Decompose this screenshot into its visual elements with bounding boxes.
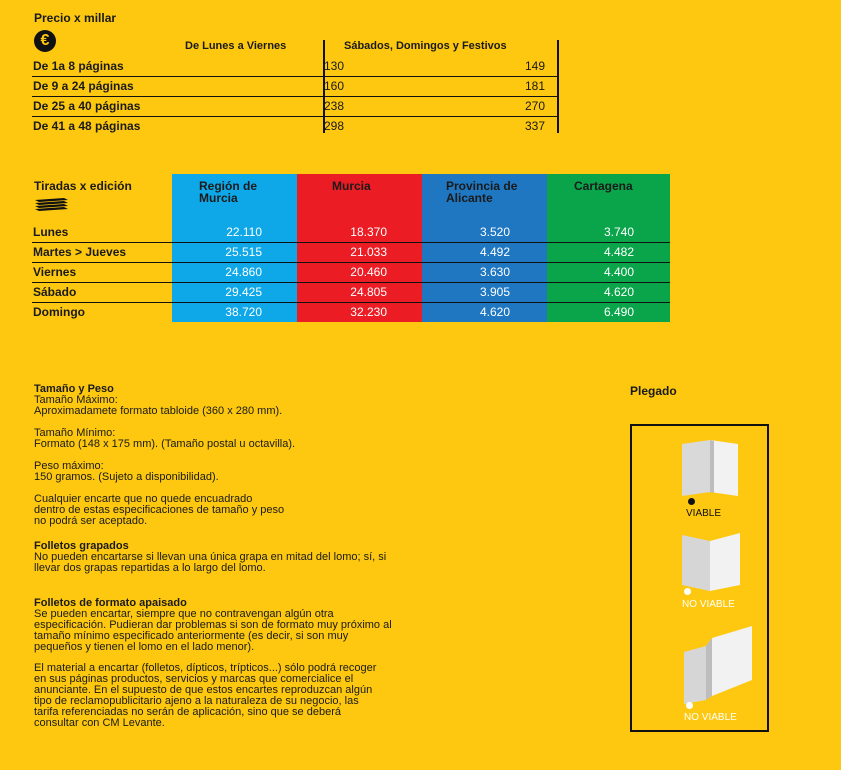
fold-label: VIABLE	[686, 508, 722, 519]
tiradas-cell: 21.033	[350, 245, 387, 259]
grapados-heading: Folletos grapados	[34, 540, 129, 552]
apaisado-text: tamaño mínimo especificado anteriormente (es decir, si son muy	[34, 630, 349, 642]
tiradas-cell: 18.370	[350, 225, 387, 239]
euro-icon: €	[34, 30, 56, 52]
viable-dot	[688, 498, 695, 505]
tamano-note: no podrá ser aceptado.	[34, 515, 148, 527]
fold-not-viable-icon	[680, 624, 770, 704]
plegado-title: Plegado	[630, 384, 677, 398]
tiradas-cell: 3.520	[479, 225, 510, 239]
tamano-heading: Tamaño y Peso	[34, 383, 114, 395]
tiradas-cell: 38.720	[225, 305, 262, 319]
precio-row-weekday: 160	[323, 79, 344, 93]
precio-row-weekday: 238	[323, 99, 344, 113]
tiradas-cell: 4.492	[479, 245, 510, 259]
tiradas-row	[32, 282, 670, 303]
tiradas-row-label: Domingo	[33, 305, 85, 319]
tiradas-cell: 25.515	[225, 245, 262, 259]
apaisado-section	[34, 598, 574, 653]
column-header: Provincia de Alicante	[446, 179, 518, 205]
peso-label: Peso máximo:	[34, 460, 104, 472]
apaisado-text: pequeños y tienen el lomo en el lado menor).	[34, 641, 255, 653]
precio-row-label: De 25 a 40 páginas	[33, 99, 141, 113]
material-text: consultar con CM Levante.	[34, 717, 165, 729]
material-text: anunciante. En el supuesto de que estos encartes reproduzcan algún	[34, 684, 373, 696]
tamano-min-value: Formato (148 x 175 mm). (Tamaño postal u octavilla).	[34, 438, 296, 450]
tiradas-row-label: Sábado	[33, 285, 77, 299]
tiradas-cell: 3.740	[603, 225, 634, 239]
fold-viable-icon	[680, 438, 770, 498]
tiradas-row	[32, 222, 670, 243]
precio-row-label: De 1a 8 páginas	[33, 59, 124, 73]
column-header: Murcia	[332, 179, 371, 193]
not-viable-dot	[684, 588, 691, 595]
precio-col-weekday: De Lunes a Viernes	[185, 40, 287, 52]
grapados-text: No pueden encartarse si llevan una única grapa en mitad del lomo; sí, si	[34, 551, 387, 563]
tiradas-row-label: Viernes	[33, 265, 77, 279]
tiradas-cell: 3.630	[479, 265, 510, 279]
precio-row	[32, 116, 558, 136]
tiradas-row	[32, 262, 670, 283]
precio-row-weekday: 130	[323, 59, 344, 73]
not-viable-dot	[686, 702, 693, 709]
precio-title: Precio x millar	[34, 11, 117, 25]
apaisado-heading: Folletos de formato apaisado	[34, 597, 187, 609]
fold-label: NO VIABLE	[682, 599, 735, 610]
newspaper-stack-icon	[34, 196, 70, 212]
tiradas-row	[32, 302, 670, 322]
precio-row-weekend: 181	[524, 79, 545, 93]
precio-row-weekend: 149	[524, 59, 545, 73]
tiradas-cell: 24.860	[225, 265, 262, 279]
fold-not-viable-icon	[680, 531, 770, 593]
tiradas-title: Tiradas x edición	[34, 179, 132, 193]
precio-row-weekday: 298	[323, 119, 344, 133]
precio-row-weekend: 270	[524, 99, 545, 113]
precio-row	[32, 96, 558, 117]
tamano-section	[34, 384, 574, 527]
tiradas-row	[32, 242, 670, 263]
tiradas-cell: 32.230	[350, 305, 387, 319]
material-text: en sus páginas productos, servicios y marcas que comercialice el	[34, 673, 354, 685]
tiradas-cell: 4.620	[479, 305, 510, 319]
tiradas-cell: 4.482	[603, 245, 634, 259]
tamano-max-label: Tamaño Máximo:	[34, 394, 118, 406]
precio-row-weekend: 337	[524, 119, 545, 133]
peso-value: 150 gramos. (Sujeto a disponibilidad).	[34, 471, 219, 483]
tiradas-cell: 24.805	[350, 285, 387, 299]
tamano-note: dentro de estas especificaciones de tamaño y peso	[34, 504, 285, 516]
tiradas-cell: 3.905	[479, 285, 510, 299]
precio-row	[32, 76, 558, 97]
grapados-section	[34, 541, 574, 574]
tiradas-row-label: Martes > Jueves	[33, 245, 127, 259]
precio-row-label: De 9 a 24 páginas	[33, 79, 134, 93]
tiradas-cell: 20.460	[350, 265, 387, 279]
plegado-box	[630, 424, 769, 732]
tiradas-cell: 22.110	[226, 225, 262, 239]
precio-col-weekend: Sábados, Domingos y Festivos	[344, 40, 507, 52]
tiradas-cell: 29.425	[225, 285, 262, 299]
column-header: Cartagena	[574, 179, 633, 193]
grapados-text: llevar dos grapas repartidas a lo largo del lomo.	[34, 562, 266, 574]
apaisado-text: Se pueden encartar, siempre que no contravengan algún otra	[34, 608, 334, 620]
apaisado-text: especificación. Pudieran dar problemas si son de formato muy próximo al	[34, 619, 392, 631]
precio-row	[32, 56, 558, 77]
tiradas-row-label: Lunes	[33, 225, 69, 239]
material-text: El material a encartar (folletos, dípticos, trípticos...) sólo podrá recoger	[34, 662, 377, 674]
tiradas-cell: 4.400	[603, 265, 634, 279]
tiradas-cell: 6.490	[603, 305, 634, 319]
precio-row-label: De 41 a 48 páginas	[33, 119, 141, 133]
tamano-note: Cualquier encarte que no quede encuadrado	[34, 493, 253, 505]
tamano-min-label: Tamaño Mínimo:	[34, 427, 116, 439]
tamano-max-value: Aproximadamete formato tabloide (360 x 280 mm).	[34, 405, 283, 417]
material-text: tarifa referenciadas no serán de aplicación, sino que se deberá	[34, 706, 341, 718]
tiradas-cell: 4.620	[603, 285, 634, 299]
material-section	[34, 663, 574, 729]
fold-label: NO VIABLE	[684, 712, 737, 723]
column-header: Región de Murcia	[199, 179, 258, 205]
material-text: tipo de reclamopublicitario ajeno a la naturaleza de su negocio, las	[34, 695, 359, 707]
